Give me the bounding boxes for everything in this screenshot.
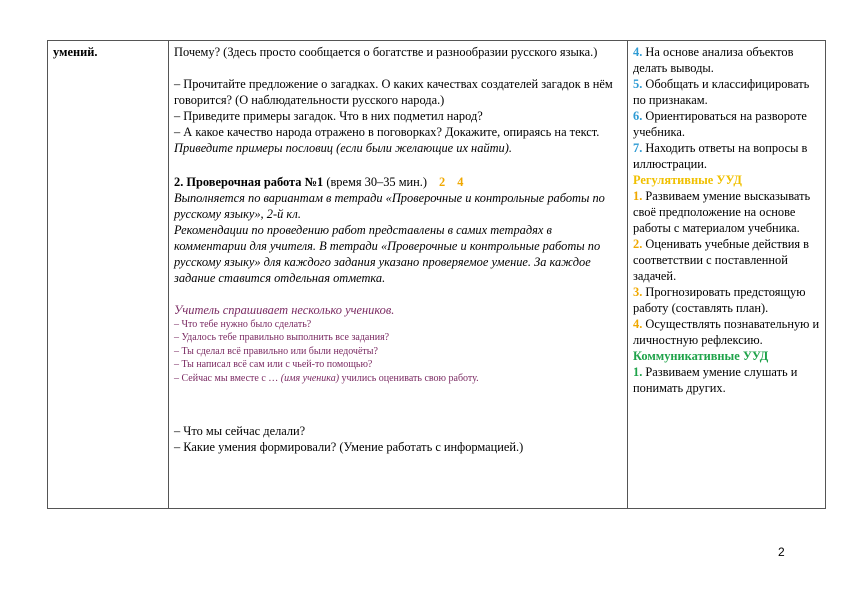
spacer [174, 385, 623, 423]
item-text: Развиваем умение высказывать своё предположение на основе работы с материалом учебника. [633, 189, 811, 235]
cognitive-item [633, 76, 821, 108]
regulatory-heading: Регулятивные УУД [633, 173, 742, 187]
item-text: Прогнозировать предстоящую работу (составлять план). [633, 285, 806, 315]
paragraph-sayings-question: – А какое качество народа отражено в поговорках? Докажите, опираясь на текст. [174, 125, 600, 139]
skills-column-cell [48, 41, 169, 509]
paragraph-skills-formed: – Какие умения формировали? (Умение работать с информацией.) [174, 440, 524, 455]
item-number: 1. [633, 365, 643, 379]
regulatory-item [633, 316, 821, 348]
item-number: 4. [633, 317, 643, 331]
paragraph-recommendations: Рекомендации по проведению работ представлены в самих тетрадях в комментарии для учителя. В тетради «Проверочные и контрольные работы по русскому языку» для каждого задания указано проверяемое умение. За каждое задание ставится отдельная отметка. [174, 223, 601, 285]
table-row [48, 41, 826, 509]
lesson-content-cell [169, 41, 628, 509]
teacher-question: – Ты написал всё сам или с чьей-то помощью? [174, 359, 373, 371]
regulatory-item [633, 188, 821, 236]
teacher-question-part: – Сейчас мы вместе с … [174, 372, 281, 384]
item-text: Осуществлять познавательную и личностную рефлексию. [633, 317, 820, 347]
item-text: Обобщать и классифицировать по признакам. [633, 77, 810, 107]
item-text: Развиваем умение слушать и понимать других. [633, 365, 798, 395]
item-text: Находить ответы на вопросы в иллюстрации. [633, 141, 808, 171]
section-title: 2. Проверочная работа №1 [174, 175, 324, 189]
cognitive-item [633, 140, 821, 172]
lesson-table [47, 40, 826, 509]
item-number: 4. [633, 45, 643, 59]
communicative-heading: Коммуникативные УУД [633, 349, 769, 363]
item-number: 3. [633, 285, 643, 299]
paragraph-riddles-examples: – Приведите примеры загадок. Что в них подметил народ? [174, 109, 483, 123]
item-text: Ориентироваться на развороте учебника. [633, 109, 807, 139]
item-number: 5. [633, 77, 643, 91]
cognitive-item [633, 44, 821, 76]
item-number: 1. [633, 189, 643, 203]
paragraph-variants: Выполняется по вариантам в тетради «Проверочные и контрольные работы по русскому языку», 2-й кл. [174, 191, 605, 221]
teacher-heading: Учитель спрашивает несколько учеников. [174, 303, 395, 317]
page-number: 2 [778, 545, 785, 559]
item-number: 2. [633, 237, 643, 251]
learning-actions-cell [628, 41, 826, 509]
paragraph-proverbs-examples: Приведите примеры пословиц (если были желающие их найти). [174, 141, 512, 155]
paragraph-what-did-we-do: – Что мы сейчас делали? [174, 424, 306, 439]
regulatory-item [633, 284, 821, 316]
section-number-b: 4 [457, 175, 464, 189]
section-time: (время 30–35 мин.) [323, 175, 428, 189]
item-text: Оценивать учебные действия в соответствии с поставленной задачей. [633, 237, 810, 283]
teacher-question: – Что тебе нужно было сделать? [174, 319, 312, 330]
teacher-question [174, 372, 623, 385]
item-text: На основе анализа объектов делать выводы. [633, 45, 794, 75]
item-number: 7. [633, 141, 643, 155]
spacer [174, 60, 623, 76]
cognitive-item [633, 108, 821, 140]
item-number: 6. [633, 109, 643, 123]
skills-label: умений. [53, 45, 98, 59]
teacher-question: – Удалось тебе правильно выполнить все задания? [174, 332, 390, 344]
paragraph-why: Почему? (Здесь просто сообщается о богатстве и разнообразии русского языка.) [174, 45, 598, 59]
section-heading [174, 172, 623, 190]
spacer [174, 286, 623, 302]
teacher-question-part: учились оценивать свою работу. [339, 372, 479, 384]
communicative-item [633, 364, 821, 396]
section-number-a: 2 [439, 175, 446, 189]
spacer [174, 156, 623, 172]
regulatory-item [633, 236, 821, 284]
paragraph-riddles-question: – Прочитайте предложение о загадках. О каких качествах создателей загадок в нём говорится? (О наблюдательности русского народа.) [174, 77, 613, 107]
student-name-placeholder: (имя ученика) [280, 372, 340, 384]
teacher-question: – Ты сделал всё правильно или были недочёты? [174, 345, 378, 357]
